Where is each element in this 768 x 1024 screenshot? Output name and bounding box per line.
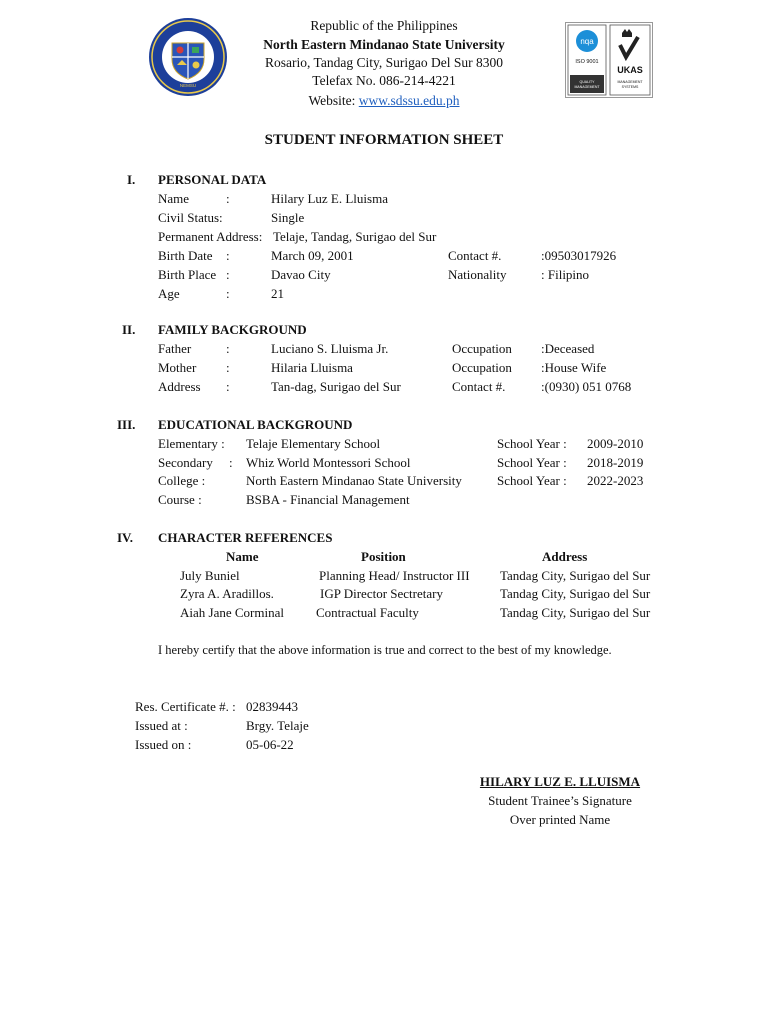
letterhead-website	[0, 92, 768, 110]
svg-text:MANAGEMENT: MANAGEMENT	[574, 85, 600, 89]
issued-at-value: Brgy. Telaje	[246, 718, 309, 733]
svg-text:ISO 9001: ISO 9001	[575, 59, 599, 65]
college-school-year-value: 2022-2023	[587, 473, 644, 488]
reference-position: Planning Head/ Instructor III	[319, 568, 470, 583]
elementary-value: Telaje Elementary School	[246, 436, 381, 451]
mother-occupation-value: :House Wife	[541, 360, 607, 375]
references-col-address: Address	[542, 549, 588, 564]
page-title: STUDENT INFORMATION SHEET	[264, 132, 504, 148]
civil-status-label: Civil Status:	[158, 210, 223, 225]
reference-address: Tandag City, Surigao del Sur	[500, 586, 651, 601]
family-address-colon: :	[226, 379, 230, 394]
father-value: Luciano S. Lluisma Jr.	[271, 341, 389, 356]
certification-statement: I hereby certify that the above information is true and correct to the best of my knowledge.	[158, 643, 612, 657]
permanent-address-label: Permanent Address:	[158, 229, 263, 244]
signature-caption: Student Trainee’s Signature	[488, 793, 632, 808]
mother-label: Mother	[158, 360, 197, 375]
svg-text:MANAGEMENT: MANAGEMENT	[617, 80, 643, 84]
birth-date-value: March 09, 2001	[271, 248, 354, 263]
svg-text:UKAS: UKAS	[617, 65, 643, 75]
elementary-label: Elementary :	[158, 436, 225, 451]
birth-date-label: Birth Date	[158, 248, 213, 263]
section-number-education: III.	[117, 417, 136, 432]
civil-status-value: Single	[271, 210, 305, 225]
elementary-school-year-label: School Year :	[497, 436, 567, 451]
secondary-label: Secondary	[158, 455, 213, 470]
section-heading-references: CHARACTER REFERENCES	[158, 530, 333, 545]
father-label: Father	[158, 341, 192, 356]
reference-name: Zyra A. Aradillos.	[180, 586, 274, 601]
contact-value: :09503017926	[541, 248, 617, 263]
svg-text:SYSTEMS: SYSTEMS	[621, 85, 639, 89]
course-label: Course :	[158, 492, 202, 507]
res-certificate-value: 02839443	[246, 699, 298, 714]
printed-name-caption: Over printed Name	[509, 812, 611, 827]
elementary-school-year-value: 2009-2010	[587, 436, 644, 451]
name-value: Hilary Luz E. Lluisma	[271, 191, 388, 206]
section-heading-personal: PERSONAL DATA	[158, 172, 267, 187]
name-colon: :	[226, 191, 230, 206]
birth-place-colon: :	[226, 267, 230, 282]
reference-name: Aiah Jane Corminal	[180, 605, 284, 620]
age-label: Age	[158, 286, 180, 301]
section-number-family: II.	[122, 322, 136, 337]
signature-block	[430, 772, 690, 829]
signatory-name: HILARY LUZ E. LLUISMA	[479, 774, 641, 789]
father-colon: :	[226, 341, 230, 356]
issued-at-label: Issued at :	[135, 718, 188, 733]
reference-address: Tandag City, Surigao del Sur	[500, 605, 651, 620]
res-certificate-label: Res. Certificate #. :	[135, 699, 236, 714]
website-link[interactable]: www.sdssu.edu.ph	[358, 93, 460, 108]
birth-place-value: Davao City	[271, 267, 331, 282]
college-label: College :	[158, 473, 206, 488]
svg-text:QUALITY: QUALITY	[579, 80, 595, 84]
father-occupation-value: :Deceased	[541, 341, 595, 356]
permanent-address-value: Telaje, Tandag, Surigao del Sur	[273, 229, 437, 244]
secondary-value: Whiz World Montessori School	[246, 455, 411, 470]
section-number-personal: I.	[127, 172, 136, 187]
section-heading-education: EDUCATIONAL BACKGROUND	[158, 417, 353, 432]
family-contact-value: :(0930) 051 0768	[541, 379, 632, 394]
reference-name: July Buniel	[180, 568, 240, 583]
issued-on-value: 05-06-22	[246, 737, 294, 752]
age-value: 21	[271, 286, 284, 301]
secondary-school-year-value: 2018-2019	[587, 455, 644, 470]
reference-position: Contractual Faculty	[316, 605, 419, 620]
letterhead-telefax: Telefax No. 086-214-4221	[312, 73, 456, 88]
website-label: Website:	[308, 93, 359, 108]
issued-on-label: Issued on :	[135, 737, 192, 752]
course-value: BSBA - Financial Management	[246, 492, 410, 507]
college-school-year-label: School Year :	[497, 473, 567, 488]
mother-occupation-label: Occupation	[452, 360, 512, 375]
references-col-position: Position	[361, 549, 406, 564]
reference-position: IGP Director Sectretary	[320, 586, 443, 601]
letterhead-university: North Eastern Mindanao State University	[263, 37, 505, 52]
college-value: North Eastern Mindanao State University	[246, 473, 462, 488]
references-col-name: Name	[226, 549, 259, 564]
secondary-colon: :	[229, 455, 233, 470]
age-colon: :	[226, 286, 230, 301]
mother-value: Hilaria Lluisma	[271, 360, 353, 375]
reference-address: Tandag City, Surigao del Sur	[500, 568, 651, 583]
seal-lettering: NEMSU	[179, 83, 197, 88]
family-address-value: Tan-dag, Surigao del Sur	[271, 379, 401, 394]
letterhead-country: Republic of the Philippines	[310, 18, 458, 33]
nationality-value: : Filipino	[541, 267, 590, 282]
family-address-label: Address	[158, 379, 201, 394]
secondary-school-year-label: School Year :	[497, 455, 567, 470]
nationality-label: Nationality	[448, 267, 507, 282]
svg-text:nqa: nqa	[580, 37, 594, 46]
family-contact-label: Contact #.	[452, 379, 506, 394]
section-heading-family: FAMILY BACKGROUND	[158, 322, 307, 337]
mother-colon: :	[226, 360, 230, 375]
name-label: Name	[158, 191, 190, 206]
contact-label: Contact #.	[448, 248, 502, 263]
section-number-references: IV.	[117, 530, 134, 545]
birth-place-label: Birth Place	[158, 267, 217, 282]
letterhead-address: Rosario, Tandag City, Surigao Del Sur 8300	[265, 55, 503, 70]
birth-date-colon: :	[226, 248, 230, 263]
father-occupation-label: Occupation	[452, 341, 512, 356]
